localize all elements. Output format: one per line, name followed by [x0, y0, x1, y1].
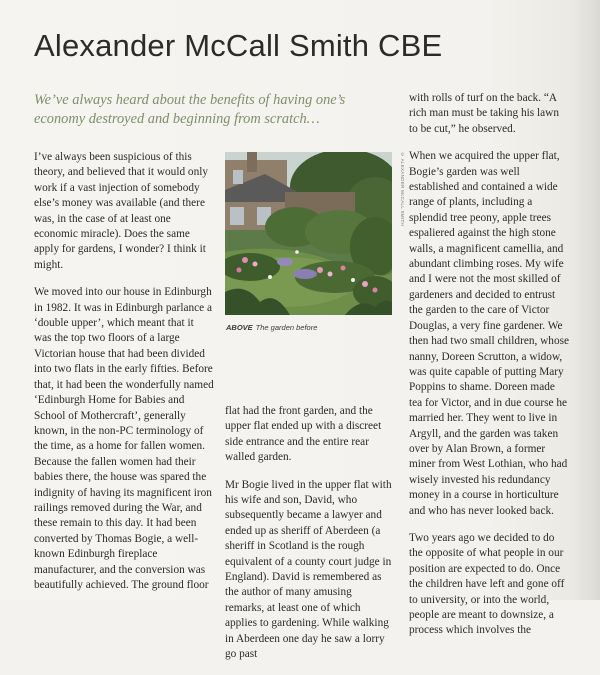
- paragraph: flat had the front garden, and the upper flat ended up with a discreet side entrance and the entire rear walled garden.: [225, 405, 382, 464]
- page-edge-shadow: [570, 0, 600, 600]
- photo-credit: © ALEXANDER McCALL SMITH: [400, 152, 405, 227]
- garden-photo: [225, 152, 392, 315]
- paragraph: We moved into our house in Edinburgh in 1982. It was in Edinburgh parlance a ‘double upper’, which meant that it was the top two floors of a large Victorian house that had been divided into two flats in the early fifties. Before that, it had been the wonderfully named ‘Edinburgh Home for Babies and School of Mothercraft’, generally known, in the non-PC terminology of the time, as a home for fallen women. Because the fallen women had their babies there, the house was spared the indignity of having its magnificent iron railings removed during the War, and these remain to this day. It had been converted by Thomas Bogie, a well-known Edinburgh fireplace manufacturer, and the conversion was beautifully achieved. The ground floor: [34, 286, 214, 591]
- column-middle: [225, 404, 393, 675]
- column-left: [34, 150, 214, 605]
- article-lede: We’ve always heard about the benefits of having one’s economy destroyed and beginning from scratch…: [34, 92, 346, 127]
- garden-photo-image: [225, 152, 392, 315]
- paragraph: Mr Bogie lived in the upper flat with his wife and son, David, who subsequently became a lawyer and ended up as sheriff of Aberdeen (a sheriff in Scotland is the rough equivalent of a county court judge in England). David is remembered as the author of many amusing remarks, at least one of which applies to gardening. While walking in Aberdeen one day he saw a lorry go past: [225, 478, 392, 661]
- paragraph: I’ve always been suspicious of this theory, and believed that it would only work if a vast injection of somebody else’s money was available (and there was, in the case of at least one economic miracle). Does the same apply for gardens, I wonder? I think it might.: [34, 151, 209, 271]
- paragraph: Two years ago we decided to do the opposite of what people in our position are expected to do. Once the children have left and gone off to university, or into the world, people are meant to downsize, a process which involves the: [409, 531, 565, 637]
- paragraph: When we acquired the upper flat, Bogie’s garden was well established and contained a wide range of plants, including a splendid tree peony, apple trees espaliered against the high stone walls, a magnificent camellia, and abundant climbing roses. My wife and I were not the most skilled of gardeners and decided to entrust the garden to the care of Victor Douglas, a very fine gardener. We then had two small children, whose nanny, Doreen Scrutton, a widow, was quite capable of putting Mary Poppins to shame. Doreen made tea for Victor, and in due course he married her. They went to live in Argyll, and the garden was taken over by Alan Brown, a former miner from West Lothian, who had wisely invested his redundancy money in a course in horticulture and who has never looked back.: [409, 150, 570, 517]
- paragraph: with rolls of turf on the back. “A rich man must be taking his lawn to be cut,” he observed.: [409, 92, 559, 135]
- caption-tag: ABOVE: [226, 323, 253, 332]
- caption-text: The garden before: [255, 323, 318, 332]
- photo-caption: [226, 323, 392, 333]
- column-right: [409, 91, 570, 651]
- article-title: Alexander McCall Smith CBE: [34, 28, 443, 63]
